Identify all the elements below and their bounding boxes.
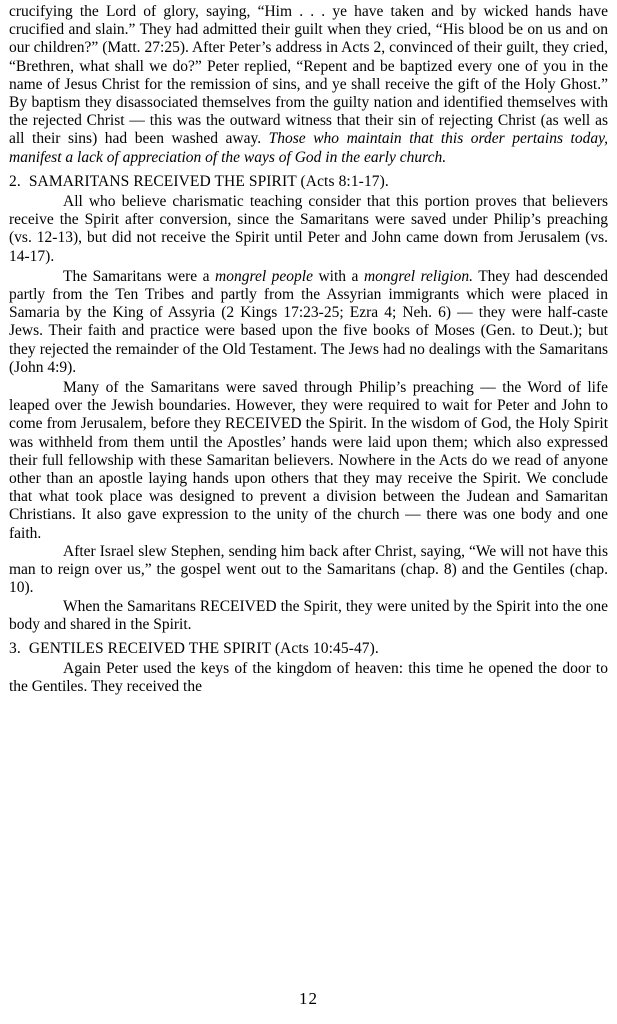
section-2-paragraph-4: After Israel slew Stephen, sending him back after Christ, saying, “We will not have this man to reign over us,” the gospel went out to the Samaritans (chap. 8) and the Gentiles (chap. 10). xyxy=(9,542,608,597)
section-2-paragraph-1: All who believe charismatic teaching consider that this portion proves that believers receive the Spirit after conversion, since the Samaritans were saved under Philip’s preaching (vs. 12-13), but did not receive the Spirit until Peter and John came down from Jerusalem (vs. 14-17). xyxy=(9,193,608,265)
section-2-title: SAMARITANS RECEIVED THE SPIRIT (Acts 8:1-17). xyxy=(28,172,389,190)
intro-text: crucifying the Lord of glory, saying, “Him . . . ye have taken and by wicked hands have crucified and slain.” They had admitted their guilt when they cried, “His blood be on us and on our children?” (Matt. 27:25). After Peter’s address in Acts 2, convinced of their guilt, they cried, “Brethren, what shall we do?” Peter replied, “Repent and be baptized every one of you in the name of Jesus Christ for the remission of sins, and ye shall receive the gift of the Holy Ghost.” By baptism they disassociated themselves from the guilty nation and identified themselves with the rejected Christ — this was the outward witness that their sin of rejecting Christ (as well as all their sins) had been washed away. xyxy=(9,3,608,148)
section-2-heading xyxy=(9,173,608,191)
para-2-text-c: They had descended partly from the Ten Tribes and partly from the Assyrian immigrants which were placed in Samaria by the King of Assyria (2 Kings 17:23-25; Ezra 4; Neh. 6) — they were half-caste Jews. Their faith and practice were based upon the five books of Moses (Gen. to Deut.); but they rejected the remainder of the Old Testament. The Jews had no dealings with the Samaritans (John 4:9). xyxy=(9,267,609,376)
page-number: 12 xyxy=(299,989,318,1008)
section-2-paragraph-5: When the Samaritans RECEIVED the Spirit, they were united by the Spirit into the one body and shared in the Spirit. xyxy=(9,597,608,633)
section-3-paragraph-1: Again Peter used the keys of the kingdom of heaven: this time he opened the door to the Gentiles. They received the xyxy=(9,660,608,696)
para-2-emphasis-2: mongrel religion. xyxy=(363,267,473,285)
para-2-text-b: with a xyxy=(312,267,364,285)
section-3-number: 3. xyxy=(9,639,21,657)
section-2-paragraph-2 xyxy=(9,268,608,377)
intro-emphasis: Those who maintain that this order pertains today, manifest a lack of appreciation of the ways of God in the early church. xyxy=(9,130,608,166)
para-2-emphasis-1: mongrel people xyxy=(215,267,313,285)
intro-paragraph xyxy=(9,3,608,167)
para-2-text-a: The Samaritans were a xyxy=(63,267,216,285)
section-2-number: 2. xyxy=(9,172,21,190)
section-3-heading xyxy=(9,640,608,658)
section-2-paragraph-3: Many of the Samaritans were saved through Philip’s preaching — the Word of life leaped over the Jewish boundaries. However, they were required to wait for Peter and John to come from Jerusalem, before they RECEIVED the Spirit. In the wisdom of God, the Holy Spirit was withheld from them until the Apostles’ hands were laid upon them; which also expressed their full fellowship with these Samaritan believers. Nowhere in the Acts do we read of anyone other than an apostle laying hands upon others that they may receive the Spirit. We conclude that what took place was designed to prevent a division between the Judean and Samaritan Christians. It also gave expression to the unity of the church — there was one body and one faith. xyxy=(9,379,608,542)
section-3-title: GENTILES RECEIVED THE SPIRIT (Acts 10:45-47). xyxy=(28,639,379,657)
